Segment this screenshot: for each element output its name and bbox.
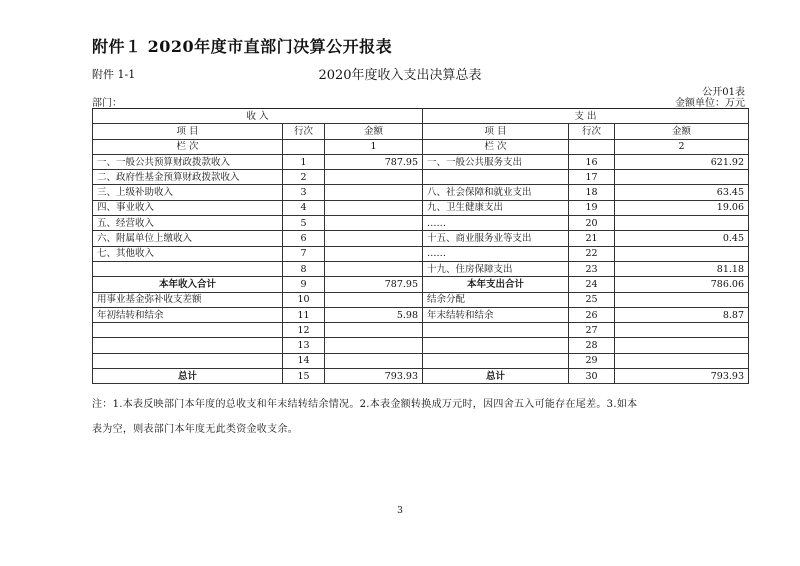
in-no-cell: 4 (283, 200, 325, 215)
table-row (93, 246, 749, 261)
ex-amt-cell (615, 338, 749, 353)
in-no-cell: 12 (283, 323, 325, 338)
table-row (93, 323, 749, 338)
in-item-cell: 本年收入合计 (93, 277, 283, 292)
table-row (93, 292, 749, 307)
in-no-cell: 5 (283, 216, 325, 231)
ex-amt-cell (615, 216, 749, 231)
income-section-header: 收 入 (93, 109, 423, 124)
ex-item-cell: …… (423, 246, 569, 261)
in-amt-cell: 793.93 (325, 369, 423, 384)
ex-item-cell: 十九、住房保障支出 (423, 261, 569, 276)
ex-no-cell: 23 (569, 261, 615, 276)
in-amt-cell (325, 170, 423, 185)
footnote-line-1: 注：1.本表反映部门本年度的总收支和年末结转结余情况。2.本表金额转换成万元时，因四舍五入可能存在尾差。3.如本 (92, 399, 638, 410)
ex-amt-cell (615, 246, 749, 261)
ex-no-cell: 20 (569, 216, 615, 231)
ex-item-cell: 本年支出合计 (423, 277, 569, 292)
in-no-cell: 2 (283, 170, 325, 185)
income-amount-header: 金额 (325, 124, 423, 139)
expense-column-number: 2 (615, 139, 749, 154)
income-item-header: 项 目 (93, 124, 283, 139)
table-row (93, 200, 749, 215)
income-expense-table (92, 108, 749, 384)
table-row (93, 277, 749, 292)
ex-no-cell: 16 (569, 154, 615, 169)
in-amt-cell: 5.98 (325, 307, 423, 322)
in-no-cell: 13 (283, 338, 325, 353)
table-row (93, 353, 749, 368)
in-item-cell: 三、上级补助收入 (93, 185, 283, 200)
column-index-row (93, 139, 749, 154)
in-item-cell (93, 323, 283, 338)
table-row (93, 307, 749, 322)
in-no-cell: 10 (283, 292, 325, 307)
ex-amt-cell: 63.45 (615, 185, 749, 200)
in-amt-cell: 787.95 (325, 277, 423, 292)
in-no-cell: 7 (283, 246, 325, 261)
in-amt-cell (325, 261, 423, 276)
ex-no-cell: 27 (569, 323, 615, 338)
expense-column-blank (569, 139, 615, 154)
in-amt-cell (325, 338, 423, 353)
document-heading: 附件１ 2020年度市直部门决算公开报表 (92, 37, 393, 56)
ex-amt-cell (615, 170, 749, 185)
in-item-cell: 年初结转和结余 (93, 307, 283, 322)
expense-rowno-header: 行次 (569, 124, 615, 139)
ex-item-cell: 总计 (423, 369, 569, 384)
in-amt-cell (325, 246, 423, 261)
expense-section-header: 支 出 (423, 109, 749, 124)
table-row (93, 170, 749, 185)
footnote-line-2: 表为空，则表部门本年度无此类资金收支余。 (92, 424, 298, 435)
in-item-cell (93, 353, 283, 368)
ex-no-cell: 29 (569, 353, 615, 368)
table-title: 2020年度收入支出决算总表 (318, 68, 482, 83)
ex-amt-cell (615, 353, 749, 368)
ex-no-cell: 18 (569, 185, 615, 200)
income-column-label: 栏 次 (93, 139, 283, 154)
section-header-row (93, 109, 749, 124)
in-item-cell: 二、政府性基金预算财政拨款收入 (93, 170, 283, 185)
in-no-cell: 15 (283, 369, 325, 384)
table-row (93, 154, 749, 169)
in-no-cell: 6 (283, 231, 325, 246)
table-row (93, 338, 749, 353)
ex-item-cell: 年末结转和结余 (423, 307, 569, 322)
ex-no-cell: 22 (569, 246, 615, 261)
in-amt-cell (325, 185, 423, 200)
ex-amt-cell: 793.93 (615, 369, 749, 384)
column-header-row (93, 124, 749, 139)
ex-amt-cell: 81.18 (615, 261, 749, 276)
income-rowno-header: 行次 (283, 124, 325, 139)
in-item-cell: 五、经营收入 (93, 216, 283, 231)
in-no-cell: 14 (283, 353, 325, 368)
ex-item-cell: …… (423, 216, 569, 231)
in-amt-cell: 787.95 (325, 154, 423, 169)
ex-amt-cell: 0.45 (615, 231, 749, 246)
in-item-cell: 用事业基金弥补收支差额 (93, 292, 283, 307)
in-item-cell: 六、附属单位上缴收入 (93, 231, 283, 246)
ex-amt-cell: 621.92 (615, 154, 749, 169)
in-item-cell (93, 338, 283, 353)
in-item-cell: 一、一般公共预算财政拨款收入 (93, 154, 283, 169)
ex-amt-cell (615, 323, 749, 338)
ex-no-cell: 26 (569, 307, 615, 322)
expense-amount-header: 金额 (615, 124, 749, 139)
table-row (93, 369, 749, 384)
ex-item-cell (423, 170, 569, 185)
ex-amt-cell (615, 292, 749, 307)
attachment-number: 附件 1-1 (92, 68, 136, 81)
ex-no-cell: 21 (569, 231, 615, 246)
in-amt-cell (325, 200, 423, 215)
page-number: 3 (397, 506, 403, 516)
expense-item-header: 项 目 (423, 124, 569, 139)
ex-no-cell: 17 (569, 170, 615, 185)
in-amt-cell (325, 323, 423, 338)
in-item-cell: 七、其他收入 (93, 246, 283, 261)
department-label: 部门： (92, 98, 122, 109)
ex-item-cell: 八、社会保障和就业支出 (423, 185, 569, 200)
table-row (93, 216, 749, 231)
ex-item-cell: 十五、商业服务业等支出 (423, 231, 569, 246)
in-amt-cell (325, 216, 423, 231)
in-item-cell: 四、事业收入 (93, 200, 283, 215)
in-item-cell: 总计 (93, 369, 283, 384)
ex-item-cell: 结余分配 (423, 292, 569, 307)
ex-no-cell: 28 (569, 338, 615, 353)
ex-no-cell: 25 (569, 292, 615, 307)
in-no-cell: 1 (283, 154, 325, 169)
in-no-cell: 8 (283, 261, 325, 276)
table-row (93, 185, 749, 200)
ex-item-cell: 一、一般公共服务支出 (423, 154, 569, 169)
form-number: 公开01表 (702, 87, 745, 98)
ex-item-cell (423, 323, 569, 338)
in-no-cell: 11 (283, 307, 325, 322)
expense-column-label: 栏 次 (423, 139, 569, 154)
ex-no-cell: 19 (569, 200, 615, 215)
ex-item-cell (423, 338, 569, 353)
ex-amt-cell: 19.06 (615, 200, 749, 215)
income-column-blank (283, 139, 325, 154)
in-amt-cell (325, 292, 423, 307)
income-column-number: 1 (325, 139, 423, 154)
in-no-cell: 9 (283, 277, 325, 292)
ex-amt-cell: 8.87 (615, 307, 749, 322)
ex-item-cell: 九、卫生健康支出 (423, 200, 569, 215)
in-item-cell (93, 261, 283, 276)
ex-no-cell: 24 (569, 277, 615, 292)
table-row (93, 261, 749, 276)
in-no-cell: 3 (283, 185, 325, 200)
unit-label: 金额单位：万元 (675, 98, 745, 109)
ex-no-cell: 30 (569, 369, 615, 384)
in-amt-cell (325, 353, 423, 368)
table-row (93, 231, 749, 246)
in-amt-cell (325, 231, 423, 246)
ex-item-cell (423, 353, 569, 368)
ex-amt-cell: 786.06 (615, 277, 749, 292)
